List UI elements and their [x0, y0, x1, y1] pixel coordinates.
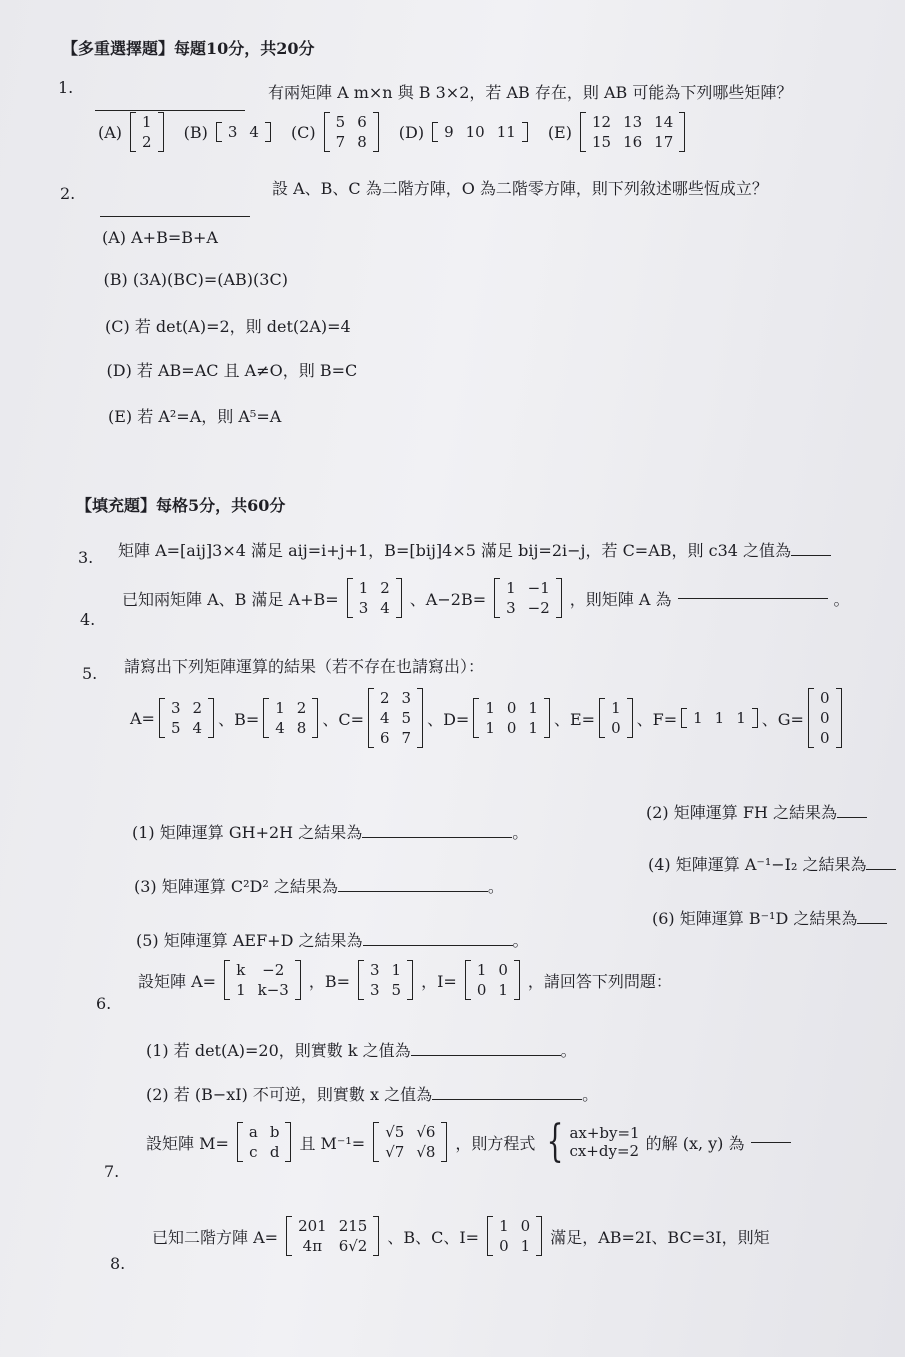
- matrix-cell: 12: [591, 113, 612, 131]
- matrix-cell: 13: [623, 113, 643, 131]
- section-header-multiple-choice: 【多重選擇題】每題10分，共20分: [62, 39, 315, 58]
- q6-mid-i: ，I=: [421, 971, 457, 991]
- matrix-cell: b: [269, 1123, 280, 1141]
- matrix-cell: 5: [170, 719, 181, 737]
- matrix-body: [479, 698, 544, 738]
- section-header-fill-in: 【填充題】每格5分，共60分: [76, 496, 286, 515]
- matrix-cell: k: [236, 961, 246, 979]
- matrix-body: [243, 1122, 286, 1162]
- q3-text: 矩陣 A=[aij]3×4 滿足 aij=i+j+1，B=[bij]4×5 滿足 bij=2i−j，若 C=AB，則 c34 之值為: [118, 541, 792, 560]
- q5-part-4: [648, 852, 896, 875]
- matrix-cell: −1: [527, 579, 550, 597]
- matrix-cell: √8: [416, 1143, 436, 1161]
- matrix-def-5: [681, 708, 758, 728]
- matrix-cell: d: [269, 1143, 280, 1161]
- question-number: 7.: [104, 1162, 120, 1181]
- matrix-body: [605, 698, 627, 738]
- matrix-cell: 0: [819, 709, 830, 727]
- q6-part2: [146, 1082, 598, 1105]
- q7-eq-pre: ，則方程式: [455, 1133, 536, 1153]
- matrix-cell: 1: [275, 699, 285, 717]
- matrix-body: [814, 688, 836, 748]
- matrix-cell: 1: [485, 719, 495, 737]
- option-label: (B): [103, 270, 133, 289]
- part-end: 。: [512, 823, 529, 842]
- matrix-A: [286, 1216, 379, 1256]
- matrix-cell: 4: [380, 599, 390, 617]
- option-label: (C): [105, 317, 135, 336]
- matrix-cell: 5: [401, 709, 412, 727]
- answer-blank-q3[interactable]: [791, 555, 831, 556]
- matrix-cell: 3: [369, 961, 380, 979]
- matrix-name: 、G=: [761, 709, 804, 729]
- matrix-body: [353, 578, 396, 618]
- matrix-body: [165, 698, 208, 738]
- matrix-cell: 1: [506, 579, 516, 597]
- option-text: 若 A²=A，則 A⁵=A: [137, 407, 282, 426]
- matrix-cell: 17: [654, 133, 674, 151]
- question-stem-q1: 有兩矩陣 A m×n 與 B 3×2，若 AB 存在，則 AB 可能為下列哪些矩陣？: [268, 83, 793, 102]
- option-q1-3: [399, 122, 530, 142]
- question-number: 3.: [78, 548, 94, 567]
- matrix-cell: 201: [298, 1217, 327, 1235]
- q8-mid: 、B、C、I=: [387, 1227, 480, 1247]
- matrix-I: [465, 960, 520, 1000]
- matrix-def-2: [368, 688, 423, 748]
- matrix-body: [379, 1122, 441, 1162]
- question-number: 1.: [58, 78, 74, 97]
- part-label: (6) 矩陣運算 B⁻¹D 之結果為: [652, 909, 858, 928]
- option-text: A+B=B+A: [131, 228, 218, 247]
- matrix-body: [471, 960, 514, 1000]
- right-bracket: [373, 1216, 379, 1256]
- answer-blank-q6-2[interactable]: [432, 1099, 582, 1100]
- matrix-cell: 3: [506, 599, 516, 617]
- matrix-cell: 1: [358, 579, 369, 597]
- part-label: (2) 矩陣運算 FH 之結果為: [646, 803, 837, 822]
- right-bracket: [441, 1122, 447, 1162]
- right-bracket: [417, 688, 423, 748]
- matrix-cell: 1: [142, 113, 152, 131]
- matrix-cell: 3: [369, 981, 380, 999]
- option-q2-0: [102, 228, 218, 247]
- matrix-body: [364, 960, 407, 1000]
- matrix-cell: 3: [401, 689, 412, 707]
- option-matrix: [432, 122, 528, 142]
- answer-blank-q5-2[interactable]: [837, 817, 867, 818]
- matrix-cell: 7: [401, 729, 412, 747]
- q6-part2-end: 。: [582, 1085, 599, 1104]
- matrix-cell: 1: [485, 699, 495, 717]
- answer-blank-q5-5[interactable]: [363, 945, 513, 946]
- matrix-cell: 10: [465, 123, 485, 141]
- matrix-cell: 0: [506, 699, 517, 717]
- matrix-cell: 2: [296, 699, 307, 717]
- option-q1-2: [291, 112, 381, 152]
- matrix-cell: 0: [498, 961, 508, 979]
- matrix-cell: 15: [591, 133, 612, 151]
- matrix-A: [224, 960, 301, 1000]
- matrix-B: [358, 960, 413, 1000]
- right-bracket: [373, 112, 379, 152]
- option-label: (E): [547, 122, 572, 142]
- matrix-cell: 4: [192, 719, 203, 737]
- matrix-cell: 5: [391, 981, 402, 999]
- matrix-cell: −2: [262, 961, 285, 979]
- equation-2: cx+dy=2: [569, 1142, 640, 1160]
- option-q1-0: [98, 112, 166, 152]
- matrix-cell: 16: [623, 133, 643, 151]
- question-text-q3: [118, 538, 831, 561]
- matrix-cell: 1: [611, 699, 621, 717]
- matrix-body: [438, 122, 522, 142]
- option-text: 若 AB=AC 且 A≠O，則 B=C: [136, 361, 358, 380]
- option-label: (A): [98, 122, 123, 142]
- matrix-body: [493, 1216, 536, 1256]
- matrix-cell: 6: [379, 729, 390, 747]
- q6-part1-label: (1) 若 det(A)=20，則實數 k 之值為: [146, 1041, 411, 1060]
- matrix-body: [374, 688, 417, 748]
- matrix-cell: 0: [520, 1217, 531, 1235]
- matrix-cell: 1: [476, 961, 487, 979]
- option-label: (A): [102, 228, 132, 247]
- q4-mid: 、A−2B=: [409, 589, 487, 609]
- part-label: (1) 矩陣運算 GH+2H 之結果為: [132, 823, 363, 842]
- matrix-body: [687, 708, 752, 728]
- right-bracket: [752, 708, 758, 728]
- q6-post: ，請回答下列問題：: [527, 971, 672, 991]
- matrix-cell: 0: [611, 719, 621, 737]
- matrix-cell: √6: [416, 1123, 436, 1141]
- equation-1: ax+by=1: [569, 1124, 640, 1142]
- option-q1-1: [184, 122, 273, 142]
- q7-pre: 設矩陣 M=: [146, 1133, 229, 1153]
- option-label: (D): [106, 361, 137, 380]
- q6-part1-end: 。: [560, 1041, 577, 1060]
- q4-pre: 已知兩矩陣 A、B 滿足 A+B=: [122, 589, 339, 609]
- matrix-cell: 5: [335, 113, 346, 131]
- q7-post: 的解 (x, y) 為: [645, 1133, 745, 1153]
- question-text-q6: [138, 960, 672, 1000]
- matrix-cell: k−3: [257, 981, 289, 999]
- matrix-body: [269, 698, 312, 738]
- matrix-cell: 2: [379, 689, 390, 707]
- right-bracket: [536, 1216, 542, 1256]
- matrix-cell: 1: [236, 981, 246, 999]
- question-stem-q5: 請寫出下列矩陣運算的結果（若不存在也請寫出）：: [124, 657, 485, 676]
- q6-part2-label: (2) 若 (B−xI) 不可逆，則實數 x 之值為: [146, 1085, 433, 1104]
- matrix-diff: [494, 578, 562, 618]
- q5-part-5: [136, 928, 529, 951]
- option-label: (C): [290, 122, 316, 142]
- question-number: 5.: [82, 664, 98, 683]
- matrix-cell: 1: [499, 1217, 509, 1235]
- answer-blank-q5-6[interactable]: [857, 923, 887, 924]
- option-matrix: [130, 112, 164, 152]
- question-text-q8: [152, 1216, 770, 1256]
- option-q2-1: [104, 270, 288, 289]
- matrix-cell: 3: [358, 599, 369, 617]
- part-end: 。: [512, 931, 529, 950]
- matrix-sum: [347, 578, 402, 618]
- matrix-def-0: [159, 698, 214, 738]
- matrix-cell: 1: [714, 709, 725, 727]
- matrix-cell: 6: [357, 113, 367, 131]
- matrix-cell: a: [248, 1123, 258, 1141]
- matrix-body: [330, 112, 373, 152]
- matrix-cell: 3: [170, 699, 181, 717]
- right-bracket: [312, 698, 318, 738]
- right-bracket: [208, 698, 214, 738]
- matrix-name: 、C=: [322, 709, 364, 729]
- left-brace: {: [547, 1116, 564, 1167]
- matrix-cell: 1: [528, 699, 538, 717]
- option-q2-4: [108, 404, 281, 427]
- matrix-cell: 1: [520, 1237, 531, 1255]
- right-bracket: [158, 112, 164, 152]
- part-label: (4) 矩陣運算 A⁻¹−I₂ 之結果為: [648, 855, 867, 874]
- option-matrix: [324, 112, 379, 152]
- q5-part-6: [652, 906, 887, 929]
- matrix-body: [500, 578, 556, 618]
- answer-blank-q5-1[interactable]: [362, 837, 512, 838]
- matrix-cell: √5: [385, 1123, 405, 1141]
- matrix-def-1: [263, 698, 318, 738]
- right-bracket: [556, 578, 562, 618]
- right-bracket: [836, 688, 842, 748]
- question-number: 6.: [96, 994, 112, 1013]
- right-bracket: [522, 122, 528, 142]
- matrix-cell: 6√2: [338, 1237, 368, 1255]
- answer-blank-q5-3[interactable]: [338, 891, 488, 892]
- q7-mid: 且 M⁻¹=: [299, 1133, 366, 1153]
- answer-blank-q2[interactable]: [100, 202, 250, 221]
- right-bracket: [285, 1122, 291, 1162]
- matrix-cell: 4: [249, 123, 259, 141]
- matrix-name: 、D=: [427, 709, 470, 729]
- option-q2-3: [107, 358, 358, 381]
- matrix-definitions-q5: [130, 688, 844, 748]
- matrix-cell: 2: [380, 579, 390, 597]
- q8-post: 滿足，AB=2I、BC=3I，則矩: [550, 1227, 770, 1247]
- part-end: 。: [487, 877, 504, 896]
- matrix-cell: 4π: [302, 1237, 323, 1255]
- matrix-def-6: [808, 688, 842, 748]
- q8-pre: 已知二階方陣 A=: [152, 1227, 279, 1247]
- question-number: 2.: [60, 184, 76, 203]
- matrix-name: A=: [130, 708, 155, 728]
- q6-pre: 設矩陣 A=: [138, 971, 217, 991]
- right-bracket: [544, 698, 550, 738]
- right-bracket: [407, 960, 413, 1000]
- answer-blank-q4[interactable]: [678, 598, 828, 599]
- option-label: (E): [108, 407, 138, 426]
- part-label: (5) 矩陣運算 AEF+D 之結果為: [136, 931, 363, 950]
- matrix-cell: 215: [338, 1217, 368, 1235]
- matrix-def-4: [599, 698, 633, 738]
- matrix-body: [586, 112, 679, 152]
- equation-system: [541, 1116, 640, 1167]
- q5-part-2: [646, 800, 867, 823]
- matrix-M: [237, 1122, 292, 1162]
- matrix-cell: −2: [527, 599, 550, 617]
- matrix-cell: 1: [391, 961, 402, 979]
- matrix-name: 、F=: [636, 709, 678, 729]
- q6-part1: [146, 1038, 577, 1061]
- matrix-cell: 11: [496, 123, 516, 141]
- matrix-cell: 9: [444, 123, 454, 141]
- matrix-cell: 2: [192, 699, 203, 717]
- matrix-body: [230, 960, 295, 1000]
- option-text: 若 det(A)=2，則 det(2A)=4: [134, 317, 351, 336]
- equations: [569, 1124, 639, 1160]
- matrix-cell: c: [249, 1143, 258, 1161]
- right-bracket: [514, 960, 520, 1000]
- q6-mid-b: ，B=: [308, 971, 350, 991]
- right-bracket: [396, 578, 402, 618]
- matrix-cell: 1: [528, 719, 538, 737]
- matrix-cell: 4: [275, 719, 285, 737]
- matrix-cell: 0: [819, 689, 830, 707]
- question-number: 8.: [110, 1254, 126, 1273]
- question-text-q7: [146, 1116, 791, 1167]
- question-number: 4.: [80, 610, 96, 629]
- matrix-cell: 0: [499, 1237, 509, 1255]
- right-bracket: [295, 960, 301, 1000]
- q4-post: ，則矩陣 A 為: [569, 589, 672, 609]
- right-bracket: [265, 122, 271, 142]
- matrix-cell: 2: [142, 133, 152, 151]
- q5-part-1: [132, 820, 528, 843]
- matrix-body: [222, 122, 265, 142]
- options-q1: [98, 112, 687, 152]
- matrix-cell: 0: [476, 981, 487, 999]
- question-text-q4: [122, 578, 850, 618]
- option-matrix: [580, 112, 685, 152]
- matrix-cell: 8: [296, 719, 307, 737]
- option-matrix: [216, 122, 271, 142]
- matrix-cell: 1: [693, 709, 703, 727]
- matrix-cell: 0: [506, 719, 517, 737]
- question-stem-q2: 設 A、B、C 為二階方陣，O 為二階零方陣，則下列敘述哪些恆成立？: [272, 179, 768, 198]
- answer-blank-q7[interactable]: [751, 1142, 791, 1143]
- matrix-name: 、B=: [218, 709, 260, 729]
- q4-end: 。: [833, 589, 850, 609]
- matrix-cell: 4: [379, 709, 390, 727]
- answer-blank-q6-1[interactable]: [411, 1055, 561, 1056]
- answer-blank-q5-4[interactable]: [866, 869, 896, 870]
- matrix-cell: 0: [819, 729, 830, 747]
- part-label: (3) 矩陣運算 C²D² 之結果為: [134, 877, 338, 896]
- q5-part-3: [134, 874, 504, 897]
- option-q1-4: [548, 112, 687, 152]
- matrix-def-3: [473, 698, 550, 738]
- matrix-cell: 1: [498, 981, 508, 999]
- option-text: (3A)(BC)=(AB)(3C): [132, 270, 288, 289]
- matrix-body: [292, 1216, 373, 1256]
- option-label: (D): [398, 122, 425, 142]
- option-q2-2: [105, 314, 351, 337]
- matrix-cell: 1: [736, 709, 746, 727]
- matrix-I: [487, 1216, 542, 1256]
- matrix-body: [136, 112, 158, 152]
- matrix-cell: 7: [335, 133, 346, 151]
- right-bracket: [627, 698, 633, 738]
- matrix-cell: 3: [227, 123, 238, 141]
- right-bracket: [679, 112, 685, 152]
- matrix-cell: 14: [654, 113, 674, 131]
- matrix-name: 、E=: [553, 709, 596, 729]
- matrix-cell: 8: [357, 133, 367, 151]
- matrix-cell: √7: [385, 1143, 405, 1161]
- option-label: (B): [183, 122, 208, 142]
- matrix-M-inverse: [373, 1122, 447, 1162]
